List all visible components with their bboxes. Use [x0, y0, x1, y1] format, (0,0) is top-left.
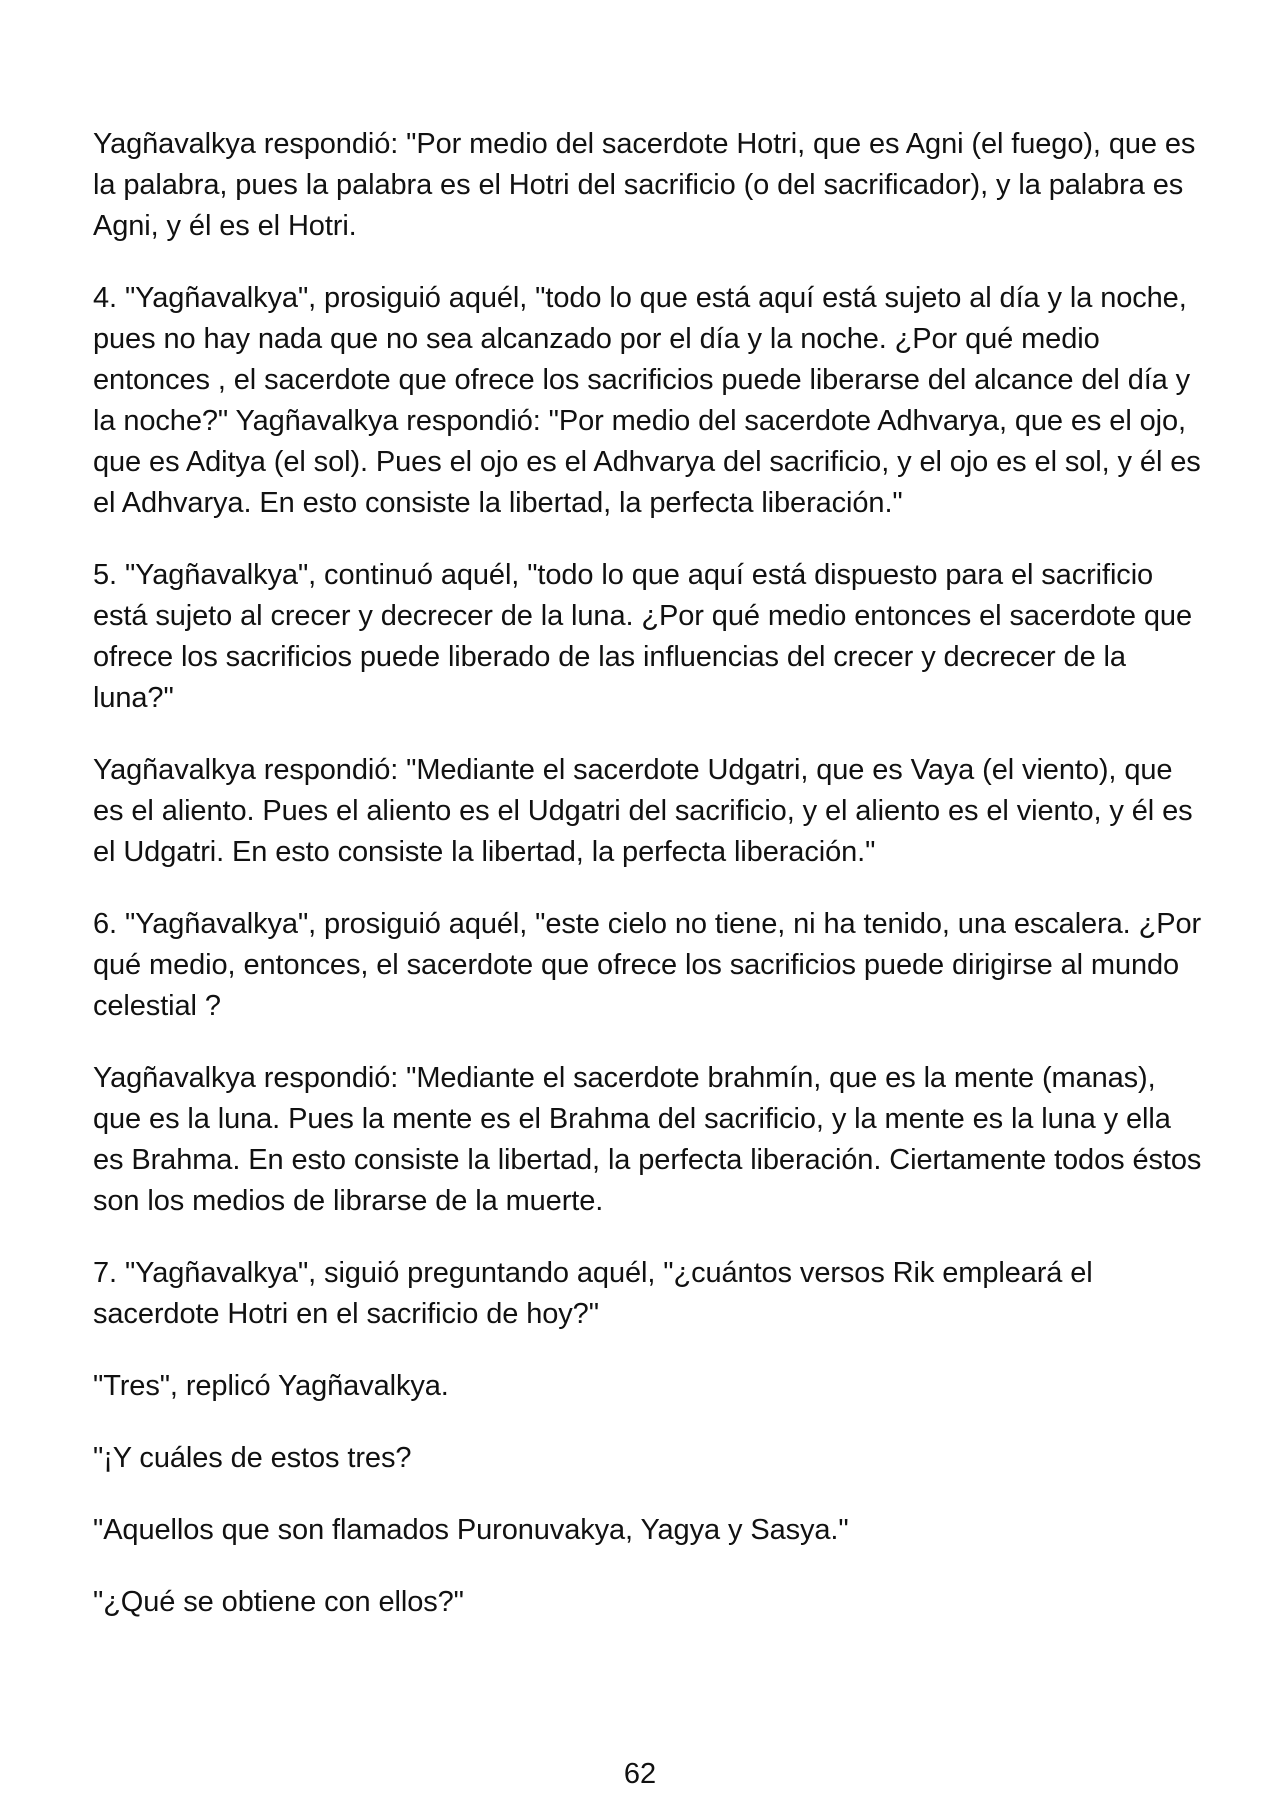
paragraph: 5. "Yagñavalkya", continuó aquél, "todo lo que aquí está dispuesto para el sacrificio está sujeto al crecer y decrecer de la luna. ¿Por qué medio entonces el sacerdote que ofrece los sacrificios puede liberado de las influencias del crecer y decrecer de la luna?" — [93, 559, 1192, 714]
paragraph: Yagñavalkya respondió: "Por medio del sacerdote Hotri, que es Agni (el fuego), que es la palabra, pues la palabra es el Hotri del sacrificio (o del sacrificador), y la palabra es Agni, y él es el Hotri. — [93, 128, 1196, 242]
paragraph: "¡Y cuáles de estos tres? — [93, 1442, 412, 1474]
paragraph: "Aquellos que son flamados Puronuvakya, Yagya y Sasya." — [93, 1514, 849, 1546]
paragraph: Yagñavalkya respondió: "Mediante el sacerdote Udgatri, que es Vaya (el viento), que es el aliento. Pues el aliento es el Udgatri del sacrificio, y el aliento es el viento, y él es el Udgatri. En esto consiste la libertad, la perfecta liberación." — [93, 754, 1193, 868]
paragraph: 6. "Yagñavalkya", prosiguió aquél, "este cielo no tiene, ni ha tenido, una escalera. ¿Por qué medio, entonces, el sacerdote que ofrece los sacrificios puede dirigirse al mundo celestial ? — [93, 908, 1202, 1022]
paragraph: Yagñavalkya respondió: "Mediante el sacerdote brahmín, que es la mente (manas), que es la luna. Pues la mente es el Brahma del sacrificio, y la mente es la luna y ella es Brahma. En esto consiste la libertad, la perfecta liberación. Ciertamente todos éstos son los medios de librarse de la muerte. — [93, 1062, 1202, 1217]
paragraph: "¿Qué se obtiene con ellos?" — [93, 1586, 464, 1618]
paragraph: 7. "Yagñavalkya", siguió preguntando aquél, "¿cuántos versos Rik empleará el sacerdote Hotri en el sacrificio de hoy?" — [93, 1257, 1093, 1330]
paragraph: "Tres", replicó Yagñavalkya. — [93, 1370, 449, 1402]
paragraph: 4. "Yagñavalkya", prosiguió aquél, "todo lo que está aquí está sujeto al día y la noche, pues no hay nada que no sea alcanzado por el día y la noche. ¿Por qué medio entonces , el sacerdote que ofrece los sacrificios puede liberarse del alcance del día y la noche?" Yagñavalkya respondió: "Por medio del sacerdote Adhvarya, que es el ojo, que es Aditya (el sol). Pues el ojo es el Adhvarya del sacrificio, y el ojo es el sol, y él es el Adhvarya. En esto consiste la libertad, la perfecta liberación." — [93, 282, 1201, 519]
page-number: 62 — [623, 1758, 657, 1790]
page-body — [93, 124, 1203, 1654]
